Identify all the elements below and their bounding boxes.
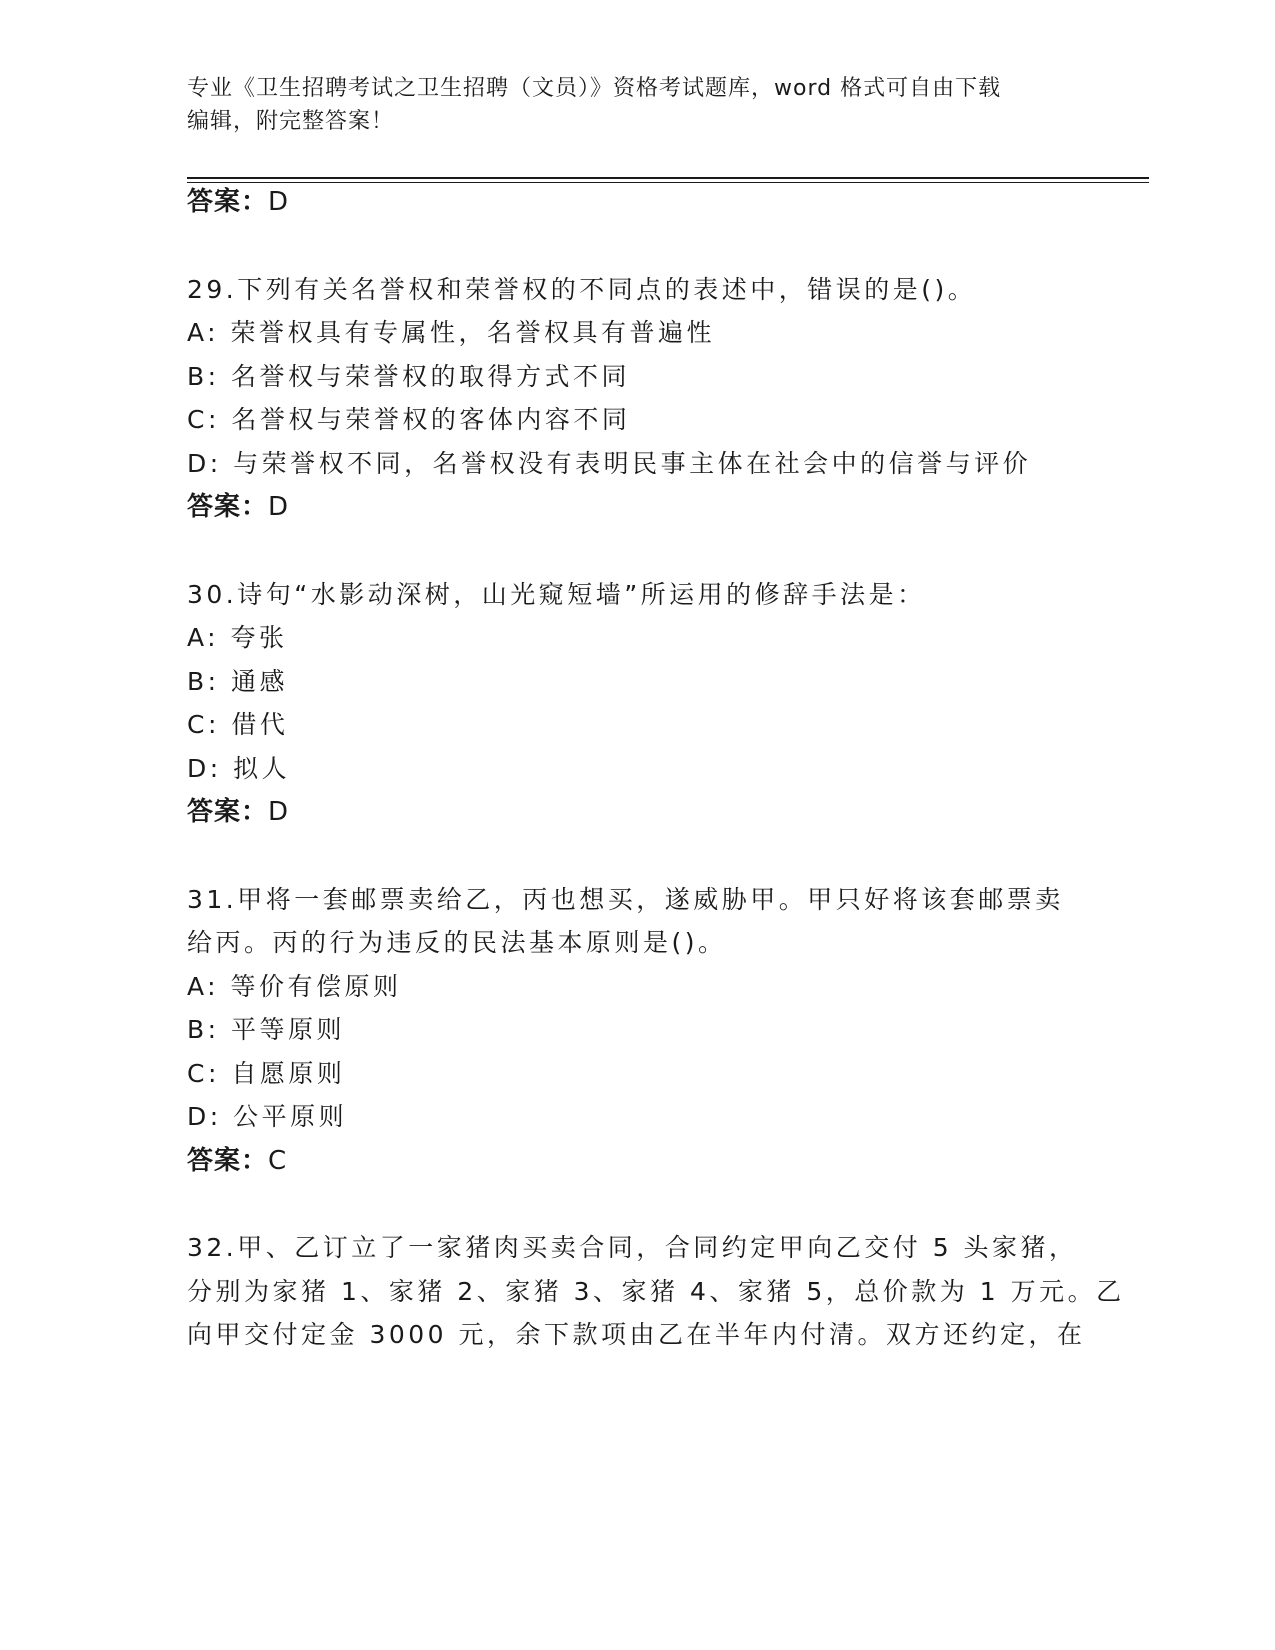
question-29-option-d: D: 与荣誉权不同，名誉权没有表明民事主体在社会中的信誉与评价	[187, 449, 1032, 478]
question-31-option-d: D: 公平原则	[187, 1102, 348, 1131]
question-31-option-c: C: 自愿原则	[187, 1059, 346, 1088]
question-30-option-b: B: 通感	[187, 667, 289, 696]
answer-label: 答案：	[187, 797, 269, 827]
question-29-option-b: B: 名誉权与荣誉权的取得方式不同	[187, 362, 631, 391]
header-line-1: 专业《卫生招聘考试之卫生招聘（文员）》资格考试题库，word 格式可自由下载	[187, 76, 1002, 101]
question-32-stem-line-1: 32.甲、乙订立了一家猪肉买卖合同，合同约定甲向乙交付 5 头家猪，	[187, 1233, 1078, 1262]
answer-value: D	[268, 187, 290, 217]
question-29-option-a: A: 荣誉权具有专属性，名誉权具有普遍性	[187, 318, 716, 347]
question-29-stem: 29.下列有关名誉权和荣誉权的不同点的表述中，错误的是()。	[187, 275, 977, 304]
answer-value: D	[268, 797, 290, 827]
answer-prev	[187, 185, 289, 219]
question-31-stem-line-2: 给丙。丙的行为违反的民法基本原则是()。	[187, 928, 727, 957]
header-divider-thick	[187, 177, 1149, 179]
question-30-stem: 30.诗句“水影动深树，山光窥短墙”所运用的修辞手法是：	[187, 580, 926, 609]
answer-30	[187, 795, 289, 829]
answer-value: C	[268, 1146, 288, 1176]
question-31-stem-line-1: 31.甲将一套邮票卖给乙，丙也想买，遂威胁甲。甲只好将该套邮票卖	[187, 885, 1064, 914]
question-30-option-d: D: 拟人	[187, 754, 291, 783]
question-29-option-c: C: 名誉权与荣誉权的客体内容不同	[187, 405, 631, 434]
answer-29	[187, 490, 289, 524]
question-32-stem-line-3: 向甲交付定金 3000 元，余下款项由乙在半年内付清。双方还约定，在	[187, 1320, 1086, 1349]
question-30-option-c: C: 借代	[187, 710, 289, 739]
question-32-stem-line-2: 分别为家猪 1、家猪 2、家猪 3、家猪 4、家猪 5，总价款为 1 万元。乙	[187, 1277, 1125, 1306]
answer-label: 答案：	[187, 1146, 269, 1176]
question-30-option-a: A: 夸张	[187, 623, 288, 652]
page-header	[187, 72, 1067, 138]
question-31-option-b: B: 平等原则	[187, 1015, 346, 1044]
question-31-option-a: A: 等价有偿原则	[187, 972, 402, 1001]
header-line-2: 编辑，附完整答案！	[187, 109, 395, 134]
answer-label: 答案：	[187, 187, 269, 217]
header-divider-thin	[187, 182, 1149, 183]
answer-label: 答案：	[187, 492, 269, 522]
answer-31	[187, 1144, 287, 1178]
answer-value: D	[268, 492, 290, 522]
